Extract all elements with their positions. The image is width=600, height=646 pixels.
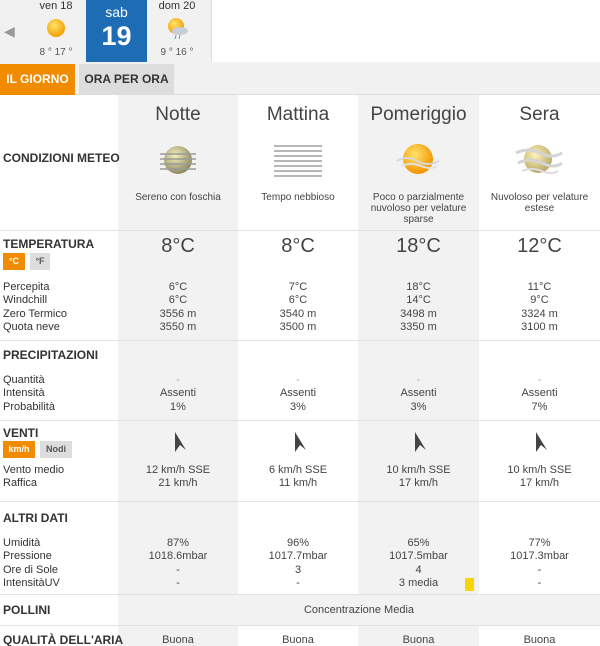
value: 17 km/h [398, 477, 439, 490]
wind-night [118, 464, 238, 491]
wind-row [0, 421, 600, 502]
value: 3324 m [521, 307, 558, 320]
other-morning [238, 537, 358, 591]
value: 10 km/h SSE [386, 464, 451, 476]
conditions-label: CONDIZIONI METEO [3, 151, 120, 165]
value: 3498 m [400, 307, 437, 320]
value: 3 media [398, 577, 439, 590]
value: 12 km/h SSE [145, 464, 211, 476]
value: - [416, 374, 421, 386]
value: - [176, 563, 180, 576]
sun-cloud-rain-icon [164, 16, 190, 40]
value: 7% [531, 400, 548, 413]
day-name: dom 20 [158, 0, 196, 12]
value: 11 km/h [278, 477, 318, 490]
sublabel: IntensitàUV [3, 577, 60, 590]
value: 3500 m [279, 321, 317, 334]
day-temps: 9 ° 16 ° [160, 47, 194, 58]
sublabel: Quantità [3, 374, 45, 386]
precip-morning [238, 374, 358, 414]
temperature-row [0, 231, 600, 341]
value: 6 km/h SSE [268, 464, 328, 476]
unit-fahrenheit-button[interactable]: °F [30, 253, 50, 270]
unit-kmh-button[interactable]: km/h [3, 441, 35, 458]
day-temps: 8 ° 17 ° [39, 47, 73, 58]
other-afternoon [358, 537, 479, 591]
wind-direction-arrow-icon [533, 431, 549, 453]
other-sublabels [3, 537, 60, 591]
value: 77% [528, 537, 551, 549]
value: 96% [286, 537, 310, 549]
tab-hourly[interactable]: ORA PER ORA [79, 64, 174, 95]
value: 6°C [168, 281, 188, 293]
sublabel: Intensità [3, 387, 45, 400]
day-tile-prev[interactable] [24, 0, 88, 62]
temp-morning: 8°C [281, 235, 315, 257]
sublabel: Vento medio [3, 464, 65, 476]
value: 10 km/h SSE [507, 464, 572, 476]
pollen-row [0, 595, 600, 626]
value: 1017.3mbar [510, 550, 569, 563]
value: Assenti [279, 387, 317, 400]
condition-text-afternoon: Poco o parzialmente nuvoloso per velature sparse [370, 192, 467, 225]
fog-icon [273, 142, 323, 178]
wind-direction-arrow-icon [292, 431, 308, 453]
value: 3556 m [159, 307, 197, 320]
sublabel: Raffica [3, 477, 38, 490]
hourly-timeline [211, 0, 600, 62]
unit-celsius-button[interactable]: °C [3, 253, 25, 270]
wind-sublabels [3, 464, 64, 491]
wind-morning [238, 464, 358, 491]
sublabel: Ore di Sole [3, 563, 59, 576]
value: - [176, 374, 180, 386]
day-name: ven 18 [39, 0, 73, 12]
precipitation-sublabels [3, 374, 55, 414]
temp-details-morning [238, 281, 358, 335]
pollen-value: Concentrazione Media [303, 604, 415, 616]
value: 3 [294, 563, 302, 576]
other-data-label: ALTRI DATI [3, 511, 68, 525]
value: 21 km/h [158, 477, 198, 490]
air-quality-label: QUALITÀ DELL'ARIA [3, 633, 124, 646]
value: 65% [407, 537, 430, 549]
other-data-row [0, 502, 600, 595]
value: 1% [170, 400, 186, 413]
conditions-row [0, 95, 600, 231]
air-evening: Buona [523, 634, 556, 646]
value: 7°C [288, 281, 308, 293]
sublabel: Percepita [3, 281, 50, 293]
sublabel: Zero Termico [3, 307, 67, 320]
air-quality-row [0, 626, 600, 646]
value: 1017.7mbar [268, 550, 328, 563]
sublabel: Quota neve [3, 321, 60, 334]
sublabel: Umidità [3, 537, 41, 549]
uv-level-indicator [465, 578, 474, 591]
value: Assenti [159, 387, 197, 400]
value: 3100 m [521, 321, 558, 334]
air-afternoon: Buona [402, 634, 435, 646]
value: - [296, 374, 300, 386]
temperature-sublabels [3, 281, 67, 335]
period-evening: Sera [519, 104, 560, 125]
sun-icon [44, 16, 68, 40]
day-tile-selected[interactable] [86, 0, 147, 62]
temp-details-evening [479, 281, 600, 335]
other-night [118, 537, 238, 591]
precipitation-label: PRECIPITAZIONI [3, 348, 99, 362]
precipitation-row [0, 341, 600, 421]
day-number: 19 [101, 21, 132, 51]
value: 1017.5mbar [389, 550, 448, 563]
value: 3350 m [400, 321, 437, 334]
value: - [296, 577, 300, 590]
value: 6°C [288, 294, 308, 307]
value: 87% [166, 537, 190, 549]
sublabel: Probabilità [3, 400, 55, 413]
moon-haze-icon [158, 142, 198, 178]
precip-afternoon [358, 374, 479, 414]
precip-night [118, 374, 238, 414]
value: 11°C [527, 281, 552, 293]
sun-veiled-clouds-icon [514, 139, 564, 179]
sublabel: Windchill [3, 294, 48, 307]
day-name: sab [105, 4, 128, 20]
value: 17 km/h [519, 477, 560, 490]
value: 3% [410, 400, 427, 413]
period-afternoon: Pomeriggio [370, 104, 467, 125]
pollen-label: POLLINI [3, 603, 51, 617]
air-night: Buona [162, 634, 194, 646]
other-evening [479, 537, 600, 591]
temp-night: 8°C [161, 235, 195, 257]
value: 3540 m [279, 307, 317, 320]
temp-details-night [118, 281, 238, 335]
air-morning: Buona [282, 634, 314, 646]
unit-knots-button[interactable]: Nodi [40, 441, 72, 458]
wind-label: VENTI [3, 426, 39, 440]
period-morning: Mattina [266, 104, 330, 125]
value: - [537, 577, 542, 590]
tab-day[interactable]: IL GIORNO [0, 64, 75, 95]
value: 4 [415, 563, 422, 576]
forecast-table [0, 95, 600, 646]
sublabel: Pressione [3, 550, 52, 563]
condition-text-morning: Tempo nebbioso [261, 192, 335, 203]
value: 14°C [406, 294, 431, 307]
value: Assenti [400, 387, 437, 400]
sun-partly-cloudy-icon [393, 139, 443, 179]
value: 9°C [530, 294, 549, 307]
value: - [537, 374, 542, 386]
view-tabs [0, 62, 600, 95]
value: 6°C [168, 294, 188, 307]
wind-afternoon [358, 464, 479, 491]
wind-evening [479, 464, 600, 491]
condition-text-evening: Nuvoloso per velature estese [490, 192, 589, 214]
previous-days-arrow-icon[interactable]: ◀ [4, 23, 15, 39]
condition-text-night: Sereno con foschia [135, 192, 221, 203]
value: 18°C [406, 281, 431, 293]
precip-evening [479, 374, 600, 414]
value: 3550 m [159, 321, 197, 334]
value: Assenti [521, 387, 558, 400]
value: - [537, 563, 542, 576]
wind-direction-arrow-icon [172, 431, 188, 453]
temp-afternoon: 18°C [396, 235, 441, 257]
value: - [176, 577, 180, 590]
temp-details-afternoon [358, 281, 479, 335]
value: 1018.6mbar [148, 550, 208, 563]
day-tile-next[interactable] [145, 0, 209, 62]
period-night: Notte [155, 104, 201, 125]
wind-direction-arrow-icon [412, 431, 428, 453]
temperature-label: TEMPERATURA [3, 237, 95, 251]
day-strip [0, 0, 600, 62]
value: 3% [290, 400, 306, 413]
temp-evening: 12°C [517, 235, 562, 257]
